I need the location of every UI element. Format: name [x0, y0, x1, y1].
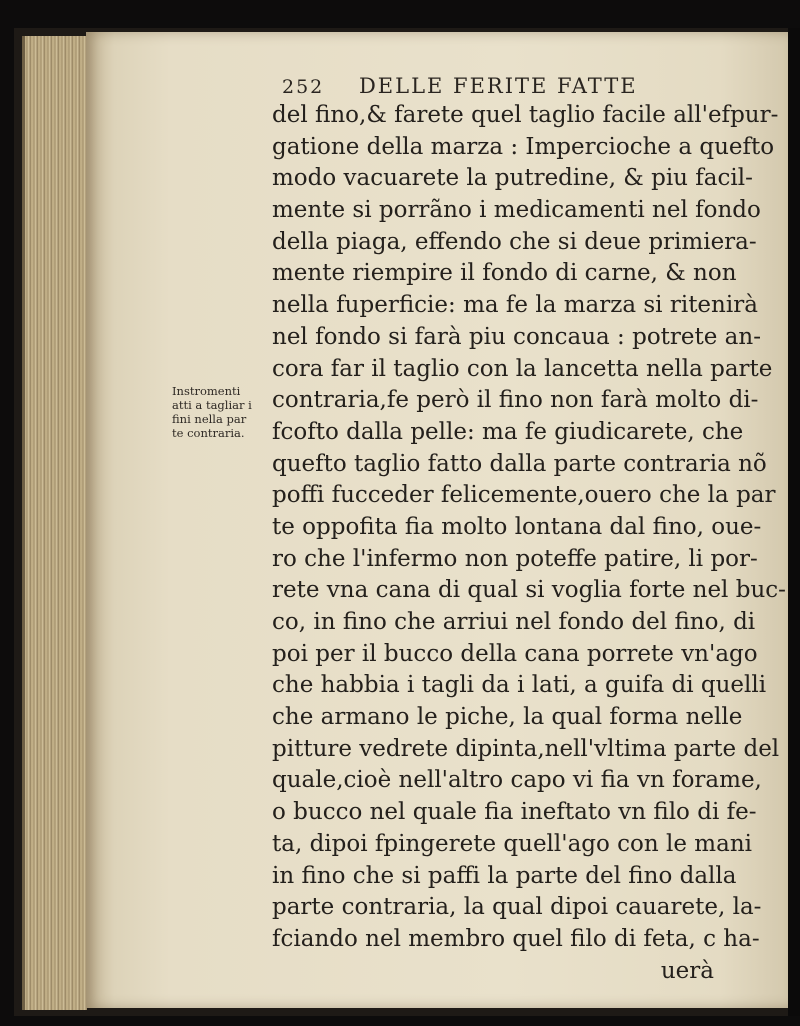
text-line: contraria,fe però il fino non farà molto di-	[272, 387, 759, 414]
text-line: del fino,& farete quel taglio facile all'efpur-	[272, 102, 779, 128]
text-line: co, in fino che arriui nel fondo del fino, di	[272, 609, 756, 635]
facing-page-edge	[788, 28, 800, 1016]
text-line: poi per il bucco della cana porrete vn'ago	[272, 640, 758, 667]
text-line: modo vacuarete la putredine, & piu facil-	[272, 165, 753, 192]
text-line: pitture vedrete dipinta,nell'vltima parte del	[272, 735, 780, 762]
text-line: della piaga, effendo che si deue primiera-	[272, 228, 757, 255]
text-line: nel fondo si farà piu concaua : potrete an-	[272, 323, 761, 350]
text-line: fcofto dalla pelle: ma fe giudicarete, che	[272, 418, 744, 445]
running-title: DELLE FERITE FATTE	[358, 74, 638, 98]
page-edges	[22, 36, 87, 1010]
text-line: ro che l'infermo non poteffe patire, li por-	[272, 545, 758, 572]
page-number: 252	[282, 76, 325, 98]
marginal-line: te contraria.	[172, 426, 245, 440]
catchword: uerà	[660, 957, 714, 984]
text-line: fciando nel membro quel filo di feta, c ha-	[272, 925, 760, 952]
marginal-line: Instromenti	[172, 384, 241, 398]
text-line: quefto taglio fatto dalla parte contraria nõ	[272, 450, 767, 477]
text-line: gatione della marza : Impercioche a quefto	[272, 133, 775, 160]
marginal-line: atti a tagliar i	[172, 398, 252, 412]
text-line: rete vna cana di qual si voglia forte nel buc-	[272, 577, 786, 604]
text-line: cora far il taglio con la lancetta nella parte	[272, 355, 773, 382]
text-line: in fino che si paffi la parte del fino dalla	[272, 862, 737, 889]
text-line: quale,cioè nell'altro capo vi fia vn forame,	[272, 767, 762, 794]
text-line: te oppofita fia molto lontana dal fino, oue-	[272, 513, 762, 540]
text-line: parte contraria, la qual dipoi cauarete, la-	[272, 894, 762, 921]
text-line: che habbia i tagli da i lati, a guifa di quelli	[272, 672, 767, 699]
marginal-line: fini nella par	[172, 412, 247, 426]
text-line: ta, dipoi fpingerete quell'ago con le mani	[272, 830, 753, 857]
marginal-note	[172, 384, 272, 440]
text-line: o bucco nel quale fia ineftato vn filo di fe-	[272, 799, 757, 826]
text-line: mente riempire il fondo di carne, & non	[272, 260, 737, 287]
text-line: mente si porrãno i medicamenti nel fondo	[272, 197, 761, 224]
text-line: poffi fucceder felicemente,ouero che la par	[272, 482, 776, 509]
body-text	[272, 100, 786, 987]
text-line: nella fuperficie: ma fe la marza si ritenirà	[272, 292, 758, 319]
text-line: che armano le piche, la qual forma nelle	[272, 704, 743, 731]
